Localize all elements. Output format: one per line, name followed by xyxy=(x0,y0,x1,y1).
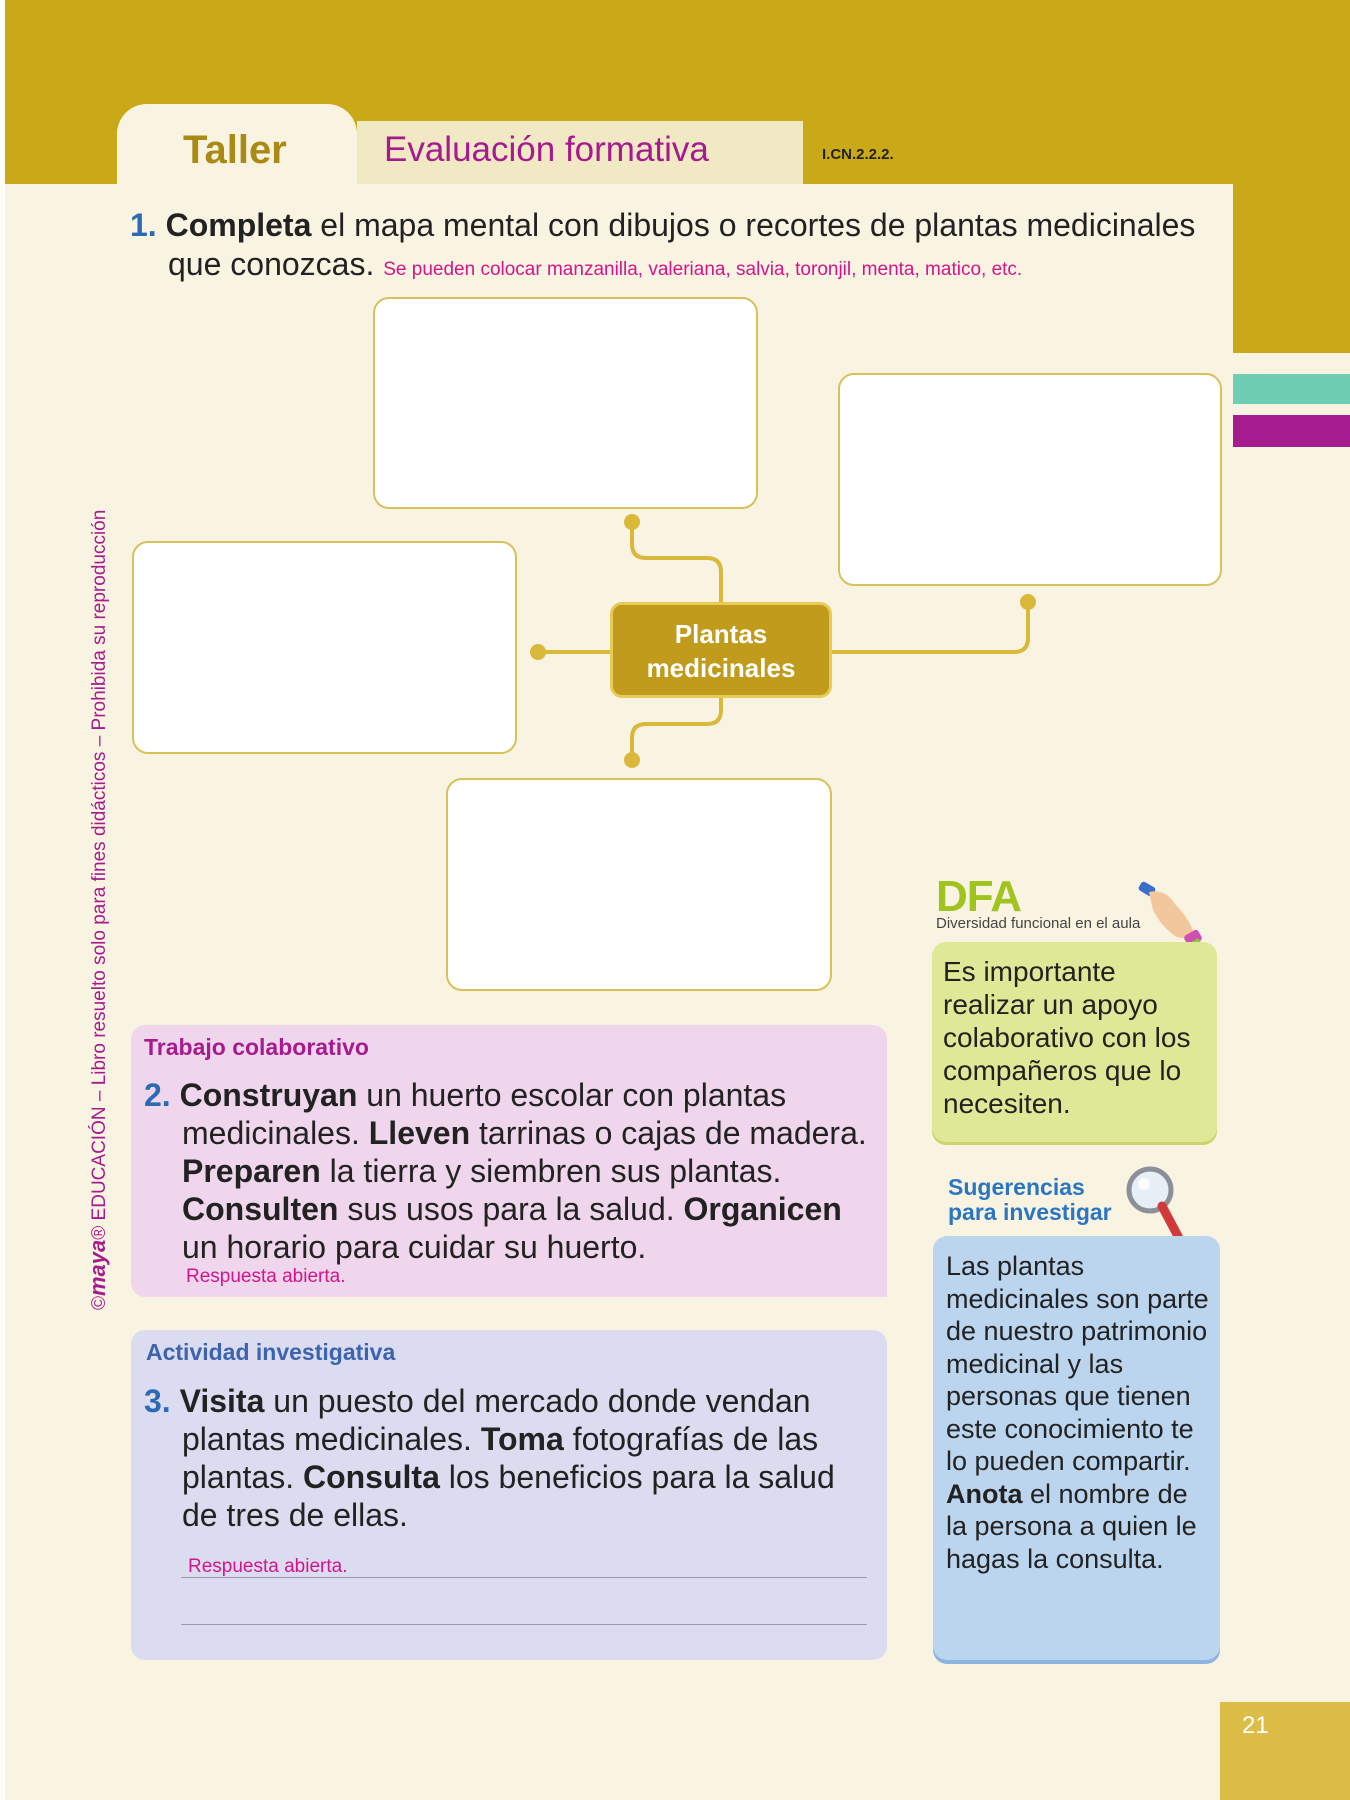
question-3 xyxy=(144,1382,879,1534)
suggestions-text xyxy=(946,1250,1216,1575)
taller-label: Taller xyxy=(183,128,287,172)
question-number: 2. xyxy=(144,1077,171,1113)
node-dot-right xyxy=(1020,594,1036,610)
answer-line-2[interactable] xyxy=(181,1624,867,1625)
brand-logo: maya xyxy=(85,1239,110,1296)
mindmap-center-node xyxy=(610,602,832,698)
verb-3: Preparen xyxy=(182,1153,321,1189)
answer-hint: Se pueden colocar manzanilla, valeriana, salvia, toronjil, menta, matico, etc. xyxy=(383,259,1023,280)
research-answer: Respuesta abierta. xyxy=(188,1556,348,1577)
node-dot-top xyxy=(624,514,640,530)
question-verb: Completa xyxy=(165,207,312,243)
verb-4: Consulten xyxy=(182,1191,339,1227)
verb-1: Visita xyxy=(179,1383,265,1419)
page-number-box xyxy=(1220,1702,1350,1800)
text-1: un puesto del mercado donde vendan plantas medicinales. xyxy=(182,1383,811,1457)
curriculum-code: I.CN.2.2.2. xyxy=(822,146,894,163)
question-2 xyxy=(144,1076,879,1266)
dfa-title: DFA xyxy=(936,872,1021,921)
suggestions-body-2: el nombre de la persona a quien le hagas la consulta. xyxy=(946,1478,1197,1574)
suggestions-body: Las plantas medicinales son parte de nuestro patrimonio medicinal y las personas que tienen este conocimiento te lo pueden compartir. xyxy=(946,1251,1209,1476)
connector-top xyxy=(632,522,721,602)
verb-2: Toma xyxy=(480,1421,564,1457)
evaluation-label: Evaluación formativa xyxy=(384,130,709,169)
suggestions-title-line1: Sugerencias xyxy=(948,1174,1085,1200)
verb-5: Organicen xyxy=(683,1191,842,1227)
suggestions-title-line2: para investigar xyxy=(948,1199,1112,1225)
collaborative-title: Trabajo colaborativo xyxy=(144,1034,369,1060)
text-3: los beneficios para la salud de tres de ellas. xyxy=(182,1459,835,1533)
copyright-symbol: © xyxy=(89,1296,110,1310)
connector-bottom xyxy=(632,698,721,758)
collaborative-answer: Respuesta abierta. xyxy=(186,1266,346,1287)
dfa-text: Es importante realizar un apoyo colaborativo con los compañeros que lo necesiten. xyxy=(943,956,1191,1119)
verb-1: Construyan xyxy=(179,1077,358,1113)
connector-right xyxy=(832,604,1028,652)
dfa-subtitle: Diversidad funcional en el aula xyxy=(936,915,1141,932)
question-number: 1. xyxy=(130,207,157,243)
text-1: un huerto escolar con plantas medicinales. xyxy=(182,1077,787,1151)
question-text: el mapa mental con dibujos o recortes de plantas medicinales que conozcas. xyxy=(168,207,1196,282)
mindmap-box-top[interactable] xyxy=(373,297,758,509)
page-number: 21 xyxy=(1242,1712,1269,1739)
mindmap-box-right[interactable] xyxy=(838,373,1222,586)
suggestions-verb: Anota xyxy=(946,1478,1023,1509)
node-dot-left xyxy=(530,644,546,660)
center-label-line1: Plantas xyxy=(674,619,768,649)
text-5: un horario para cuidar su huerto. xyxy=(182,1229,647,1265)
answer-line-1[interactable] xyxy=(181,1577,867,1578)
mindmap-box-bottom[interactable] xyxy=(446,778,832,991)
copyright-vertical-text xyxy=(85,450,111,1310)
text-2: fotografías de las plantas. xyxy=(182,1421,819,1495)
suggestions-title xyxy=(948,1175,1112,1225)
research-title: Actividad investigativa xyxy=(146,1339,396,1365)
verb-2: Lleven xyxy=(368,1115,471,1151)
question-number: 3. xyxy=(144,1383,171,1419)
copyright-text: ® EDUCACIÓN – Libro resuelto solo para fines didácticos – Prohibida su reproducción xyxy=(89,509,110,1240)
center-label-line2: medicinales xyxy=(646,653,796,683)
mindmap-box-left[interactable] xyxy=(132,541,517,754)
text-2: tarrinas o cajas de madera. xyxy=(470,1115,867,1151)
verb-3: Consulta xyxy=(302,1459,440,1495)
text-3: la tierra y siembren sus plantas. xyxy=(320,1153,782,1189)
node-dot-bottom xyxy=(624,752,640,768)
text-4: sus usos para la salud. xyxy=(338,1191,684,1227)
